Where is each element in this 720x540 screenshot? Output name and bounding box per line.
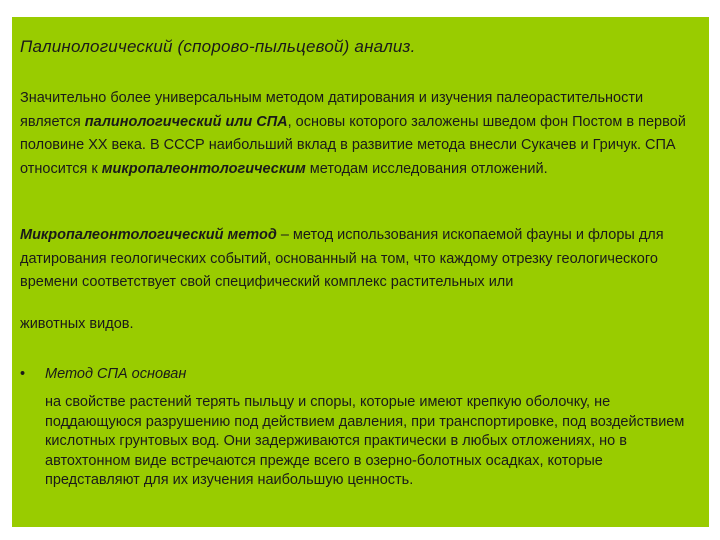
bullet-body-text: на свойстве растений терять пыльцу и споры, которые имеют крепкую оболочку, не поддающуюся разрушению под действием давления, при транспортировке, под воздействием кислотных грунтовых вод. Они задерживаются практически в любых отложениях, но в автохтонном виде встречаются прежде всего в озерно-болотных осадках, которые представляют для их изучения наибольшую ценность. (45, 394, 685, 488)
paragraph-1-emphasis-a: палинологический или СПА (84, 113, 288, 130)
paragraph-2-text: – метод использования ископаемой фауны и флоры для датирования геологических событий, основанный на том, что каждому отрезку геологического времени соответствует свой специфический комплекс растительных или (20, 227, 664, 290)
bullet-heading: Метод СПА основан (45, 366, 187, 382)
bullet-marker: • (20, 366, 26, 382)
paragraph-micropaleontology (20, 224, 700, 295)
paragraph-continuation: животных видов. (20, 316, 134, 332)
paragraph-1-text-b: , основы которого заложены шведом фон Постом в первой половине XX века. В СССР наибольший вклад в развитие метода внесли Сукачев и Гричук. СПА относится к (20, 113, 686, 177)
slide (12, 17, 709, 527)
paragraph-2-emphasis: Микропалеонтологический метод (20, 227, 277, 243)
paragraph-1-text-c: методам исследования отложений. (305, 160, 548, 177)
slide-title: Палинологический (спорово-пыльцевой) анализ. (20, 37, 416, 56)
paragraph-palynology (20, 87, 700, 181)
paragraph-1-emphasis-b: микропалеонтологическим (101, 160, 306, 177)
paragraph-1-text-a: Значительно более универсальным методом датирования и изучения палеорастительности является (20, 90, 644, 130)
